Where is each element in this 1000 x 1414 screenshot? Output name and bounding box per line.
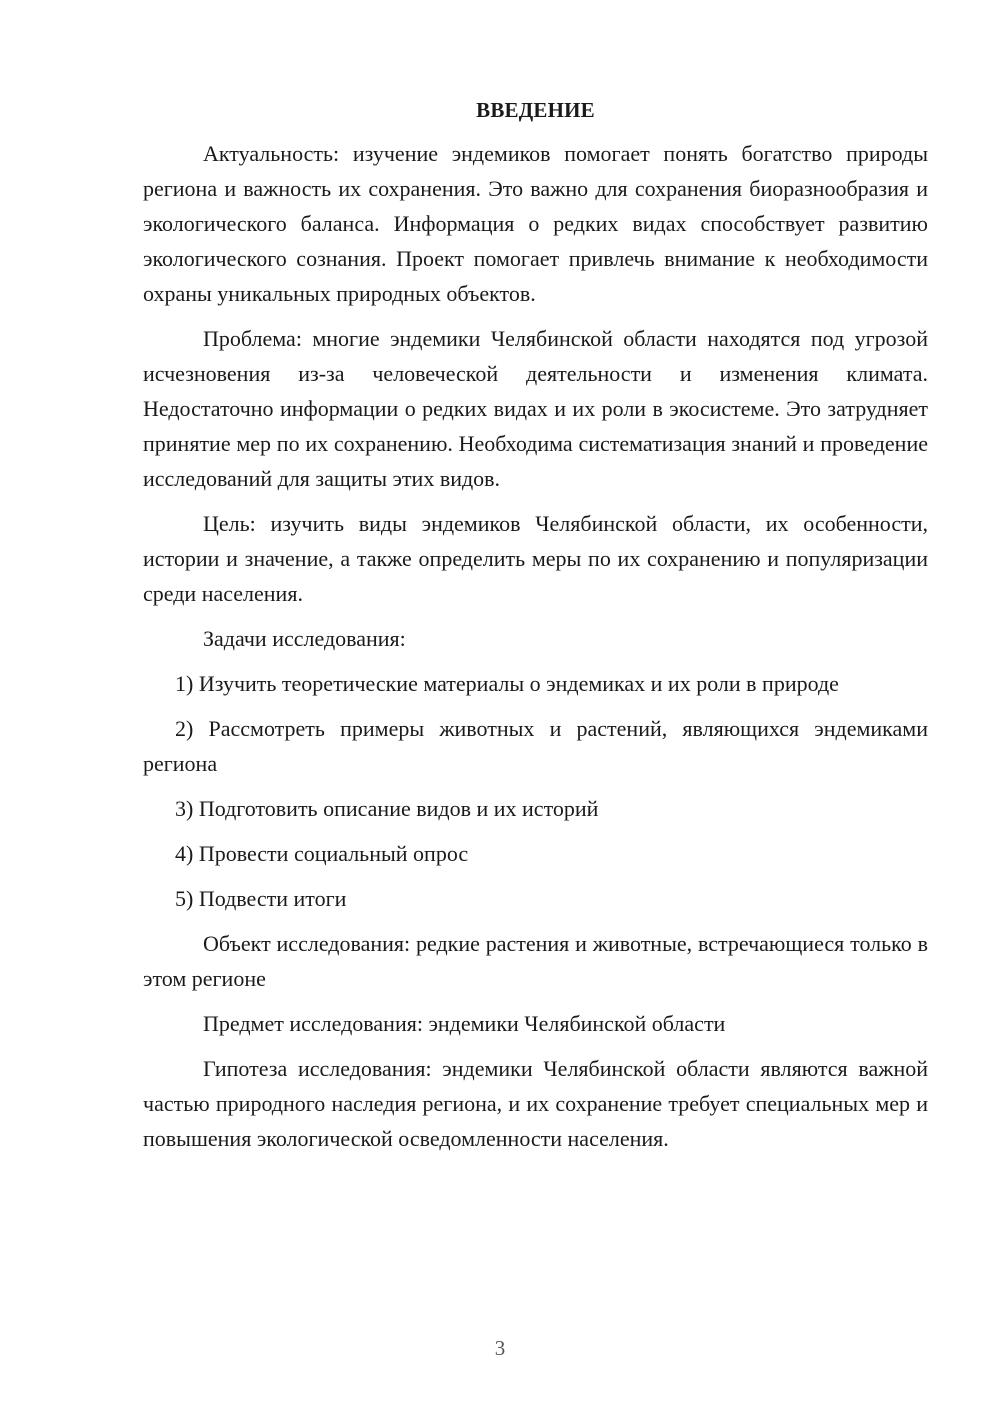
page-title: ВВЕДЕНИЕ	[476, 98, 595, 122]
hypothesis-paragraph: Гипотеза исследования: эндемики Челябинской области являются важной частью природного наследия региона, и их сохранение требует специальных мер и повышения экологической осведомленности населения.	[143, 1056, 928, 1151]
page-number: 3	[494, 1336, 506, 1360]
relevance-paragraph: Актуальность: изучение эндемиков помогает понять богатство природы региона и важность их сохранения. Это важно для сохранения биоразнообразия и экологического баланса. Информация о редких видах способствует развитию экологического сознания. Проект помогает привлечь внимание к необходимости охраны уникальных природных объектов.	[143, 141, 928, 306]
subject-paragraph: Предмет исследования: эндемики Челябинской области	[203, 1011, 726, 1036]
task-item: 5) Подвести итоги	[175, 886, 347, 911]
task-item: 1) Изучить теоретические материалы о эндемиках и их роли в природе	[175, 671, 839, 696]
goal-paragraph: Цель: изучить виды эндемиков Челябинской области, их особенности, истории и значение, а также определить меры по их сохранению и популяризации среди населения.	[143, 511, 928, 606]
task-item: 4) Провести социальный опрос	[175, 841, 469, 866]
tasks-heading: Задачи исследования:	[203, 626, 406, 651]
task-item: 3) Подготовить описание видов и их историй	[175, 796, 599, 821]
page-content	[143, 94, 928, 1156]
task-item: 2) Рассмотреть примеры животных и растений, являющихся эндемиками региона	[143, 716, 928, 776]
problem-paragraph: Проблема: многие эндемики Челябинской области находятся под угрозой исчезновения из-за человеческой деятельности и изменения климата. Недостаточно информации о редких видах и их роли в экосистеме. Это затрудняет принятие мер по их сохранению. Необходима систематизация знаний и проведение исследований для защиты этих видов.	[143, 326, 928, 491]
object-paragraph: Объект исследования: редкие растения и животные, встречающиеся только в этом регионе	[143, 931, 928, 991]
